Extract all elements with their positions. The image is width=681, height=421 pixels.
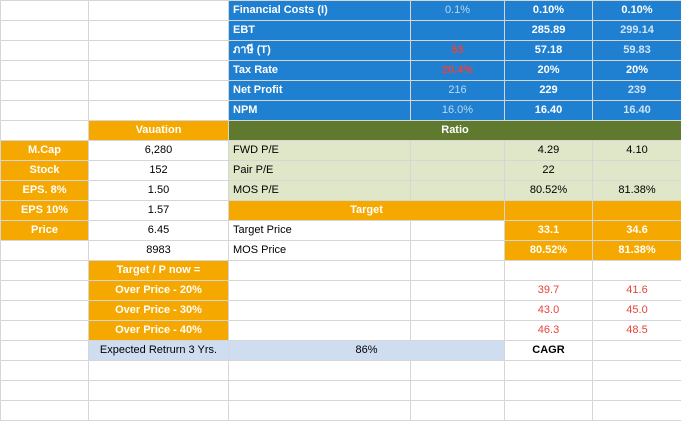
cell-a9-stock-label[interactable]: Stock bbox=[1, 161, 89, 181]
cell-b15-over-price-20-label[interactable]: Over Price - 20% bbox=[89, 281, 229, 301]
cell-a12-price-label[interactable]: Price bbox=[1, 221, 89, 241]
cell-e8-fwd-pe-v2[interactable]: 4.29 bbox=[505, 141, 593, 161]
cell-f18-blank[interactable] bbox=[593, 341, 681, 361]
cell-c3-tax-label[interactable]: ภาษี (T) bbox=[229, 41, 411, 61]
cell-f15-over-20-v2[interactable]: 41.6 bbox=[593, 281, 681, 301]
cell-e17-over-40-v1[interactable]: 46.3 bbox=[505, 321, 593, 341]
cell-e1-financial-costs-v2[interactable]: 0.10% bbox=[505, 1, 593, 21]
cell-c10-mos-pe-label[interactable]: MOS P/E bbox=[229, 181, 411, 201]
cell-f17-over-40-v2[interactable]: 48.5 bbox=[593, 321, 681, 341]
cell-b6[interactable] bbox=[89, 101, 229, 121]
table-row bbox=[1, 221, 681, 241]
cell-b20[interactable] bbox=[89, 381, 229, 401]
table-row bbox=[1, 121, 681, 141]
cell-b4[interactable] bbox=[89, 61, 229, 81]
table-row bbox=[1, 101, 681, 121]
table-row bbox=[1, 381, 681, 401]
cell-d12-target-price-v1[interactable] bbox=[411, 221, 505, 241]
cell-c2-ebt-label[interactable]: EBT bbox=[229, 21, 411, 41]
cell-f4-tax-rate-v3[interactable]: 20% bbox=[593, 61, 681, 81]
cell-c14-blank[interactable] bbox=[229, 261, 411, 281]
cell-d14-blank[interactable] bbox=[411, 261, 505, 281]
cell-f13-mos-price-v3[interactable]: 81.38% bbox=[593, 241, 681, 261]
cell-d2-ebt-v1[interactable] bbox=[411, 21, 505, 41]
cell-d17-blank[interactable] bbox=[411, 321, 505, 341]
cell-d1-financial-costs-v1[interactable]: 0.1% bbox=[411, 1, 505, 21]
cell-f20[interactable] bbox=[593, 381, 681, 401]
cell-e20[interactable] bbox=[505, 381, 593, 401]
cell-c6-npm-label[interactable]: NPM bbox=[229, 101, 411, 121]
cell-c9-pair-pe-label[interactable]: Pair P/E bbox=[229, 161, 411, 181]
table-row bbox=[1, 181, 681, 201]
table-row bbox=[1, 261, 681, 281]
cell-f9-pair-pe-v3[interactable] bbox=[593, 161, 681, 181]
cell-b21[interactable] bbox=[89, 401, 229, 421]
cell-f12-target-price-v3[interactable]: 34.6 bbox=[593, 221, 681, 241]
cell-f3-tax-v3[interactable]: 59.83 bbox=[593, 41, 681, 61]
cell-f6-npm-v3[interactable]: 16.40 bbox=[593, 101, 681, 121]
table-row bbox=[1, 341, 681, 361]
cell-a14-blank[interactable] bbox=[1, 261, 89, 281]
cell-d21[interactable] bbox=[411, 401, 505, 421]
cell-f8-fwd-pe-v3[interactable]: 4.10 bbox=[593, 141, 681, 161]
cell-d5-net-profit-v1[interactable]: 216 bbox=[411, 81, 505, 101]
cell-f16-over-30-v2[interactable]: 45.0 bbox=[593, 301, 681, 321]
cell-e16-over-30-v1[interactable]: 43.0 bbox=[505, 301, 593, 321]
cell-b8-mcap-value[interactable]: 6,280 bbox=[89, 141, 229, 161]
cell-b9-stock-value[interactable]: 152 bbox=[89, 161, 229, 181]
cell-e13-mos-price-v2[interactable]: 80.52% bbox=[505, 241, 593, 261]
table-row bbox=[1, 321, 681, 341]
cell-a18-blank[interactable] bbox=[1, 341, 89, 361]
cell-b12-price-value[interactable]: 6.45 bbox=[89, 221, 229, 241]
cell-b19[interactable] bbox=[89, 361, 229, 381]
cell-c13-mos-price-label[interactable]: MOS Price bbox=[229, 241, 411, 261]
cell-e19[interactable] bbox=[505, 361, 593, 381]
cell-c11-target-header[interactable]: Target bbox=[229, 201, 505, 221]
cell-f14-blank[interactable] bbox=[593, 261, 681, 281]
cell-a6[interactable] bbox=[1, 101, 89, 121]
cell-f19[interactable] bbox=[593, 361, 681, 381]
cell-b3[interactable] bbox=[89, 41, 229, 61]
cell-a7[interactable] bbox=[1, 121, 89, 141]
cell-e14-blank[interactable] bbox=[505, 261, 593, 281]
cell-d20[interactable] bbox=[411, 381, 505, 401]
cell-a5[interactable] bbox=[1, 81, 89, 101]
table-row bbox=[1, 361, 681, 381]
cell-c16-blank[interactable] bbox=[229, 301, 411, 321]
cell-d6-npm-v1[interactable]: 16.0% bbox=[411, 101, 505, 121]
cell-f10-mos-pe-v3[interactable]: 81.38% bbox=[593, 181, 681, 201]
cell-b2[interactable] bbox=[89, 21, 229, 41]
cell-f1-financial-costs-v3[interactable]: 0.10% bbox=[593, 1, 681, 21]
cell-a20[interactable] bbox=[1, 381, 89, 401]
cell-d9-pair-pe-v1[interactable] bbox=[411, 161, 505, 181]
cell-d19[interactable] bbox=[411, 361, 505, 381]
cell-d16-blank[interactable] bbox=[411, 301, 505, 321]
table-row bbox=[1, 401, 681, 421]
cell-c8-fwd-pe-label[interactable]: FWD P/E bbox=[229, 141, 411, 161]
cell-b14-target-p-now-label[interactable]: Target / P now = bbox=[89, 261, 229, 281]
cell-a19[interactable] bbox=[1, 361, 89, 381]
table-row bbox=[1, 141, 681, 161]
cell-a21[interactable] bbox=[1, 401, 89, 421]
table-row bbox=[1, 161, 681, 181]
cell-c17-blank[interactable] bbox=[229, 321, 411, 341]
table-row bbox=[1, 201, 681, 221]
cell-d4-tax-rate-v1[interactable]: 20.4% bbox=[411, 61, 505, 81]
cell-e10-mos-pe-v2[interactable]: 80.52% bbox=[505, 181, 593, 201]
cell-d8-fwd-pe-v1[interactable] bbox=[411, 141, 505, 161]
cell-b16-over-price-30-label[interactable]: Over Price - 30% bbox=[89, 301, 229, 321]
cell-f5-net-profit-v3[interactable]: 239 bbox=[593, 81, 681, 101]
cell-c7-ratio-header[interactable]: Ratio bbox=[229, 121, 681, 141]
cell-d15-blank[interactable] bbox=[411, 281, 505, 301]
cell-a16-blank[interactable] bbox=[1, 301, 89, 321]
cell-c18-expected-return-value[interactable]: 86% bbox=[229, 341, 505, 361]
table-row bbox=[1, 241, 681, 261]
cell-c15-blank[interactable] bbox=[229, 281, 411, 301]
table-row bbox=[1, 281, 681, 301]
cell-b10-eps8-value[interactable]: 1.50 bbox=[89, 181, 229, 201]
cell-c5-net-profit-label[interactable]: Net Profit bbox=[229, 81, 411, 101]
cell-d10-mos-pe-v1[interactable] bbox=[411, 181, 505, 201]
cell-a13-blank[interactable] bbox=[1, 241, 89, 261]
cell-f21[interactable] bbox=[593, 401, 681, 421]
cell-c19[interactable] bbox=[229, 361, 411, 381]
cell-a15-blank[interactable] bbox=[1, 281, 89, 301]
cell-b1[interactable] bbox=[89, 1, 229, 21]
cell-a2[interactable] bbox=[1, 21, 89, 41]
cell-f2-ebt-v3[interactable]: 299.14 bbox=[593, 21, 681, 41]
cell-c12-target-price-label[interactable]: Target Price bbox=[229, 221, 411, 241]
cell-e11-target-blank1[interactable] bbox=[505, 201, 593, 221]
cell-e15-over-20-v1[interactable]: 39.7 bbox=[505, 281, 593, 301]
spreadsheet-body bbox=[1, 1, 681, 421]
cell-c20[interactable] bbox=[229, 381, 411, 401]
cell-a8-mcap-label[interactable]: M.Cap bbox=[1, 141, 89, 161]
cell-d3-tax-v1[interactable]: 53 bbox=[411, 41, 505, 61]
cell-e12-target-price-v2[interactable]: 33.1 bbox=[505, 221, 593, 241]
cell-b18-expected-return-label[interactable]: Expected Retrurn 3 Yrs. bbox=[89, 341, 229, 361]
cell-b5[interactable] bbox=[89, 81, 229, 101]
cell-d13-mos-price-v1[interactable] bbox=[411, 241, 505, 261]
cell-e3-tax-v2[interactable]: 57.18 bbox=[505, 41, 593, 61]
cell-f11-target-blank2[interactable] bbox=[593, 201, 681, 221]
table-row bbox=[1, 301, 681, 321]
cell-c1-financial-costs-label[interactable]: Financial Costs (I) bbox=[229, 1, 411, 21]
cell-b13-shares-value[interactable]: 8983 bbox=[89, 241, 229, 261]
table-row bbox=[1, 1, 681, 21]
cell-e5-net-profit-v2[interactable]: 229 bbox=[505, 81, 593, 101]
cell-a3[interactable] bbox=[1, 41, 89, 61]
cell-e4-tax-rate-v2[interactable]: 20% bbox=[505, 61, 593, 81]
cell-e2-ebt-v2[interactable]: 285.89 bbox=[505, 21, 593, 41]
table-row bbox=[1, 41, 681, 61]
table-row bbox=[1, 61, 681, 81]
table-row bbox=[1, 21, 681, 41]
cell-c21[interactable] bbox=[229, 401, 411, 421]
cell-a1[interactable] bbox=[1, 1, 89, 21]
cell-e6-npm-v2[interactable]: 16.40 bbox=[505, 101, 593, 121]
cell-b11-eps10-value[interactable]: 1.57 bbox=[89, 201, 229, 221]
table-row bbox=[1, 81, 681, 101]
cell-e21[interactable] bbox=[505, 401, 593, 421]
cell-e18-cagr-label[interactable]: CAGR bbox=[505, 341, 593, 361]
cell-a10-eps8-label[interactable]: EPS. 8% bbox=[1, 181, 89, 201]
cell-a4[interactable] bbox=[1, 61, 89, 81]
cell-a17-blank[interactable] bbox=[1, 321, 89, 341]
cell-c4-tax-rate-label[interactable]: Tax Rate bbox=[229, 61, 411, 81]
cell-e9-pair-pe-v2[interactable]: 22 bbox=[505, 161, 593, 181]
cell-a11-eps10-label[interactable]: EPS 10% bbox=[1, 201, 89, 221]
cell-b7-valuation-header[interactable]: Vauation bbox=[89, 121, 229, 141]
cell-b17-over-price-40-label[interactable]: Over Price - 40% bbox=[89, 321, 229, 341]
